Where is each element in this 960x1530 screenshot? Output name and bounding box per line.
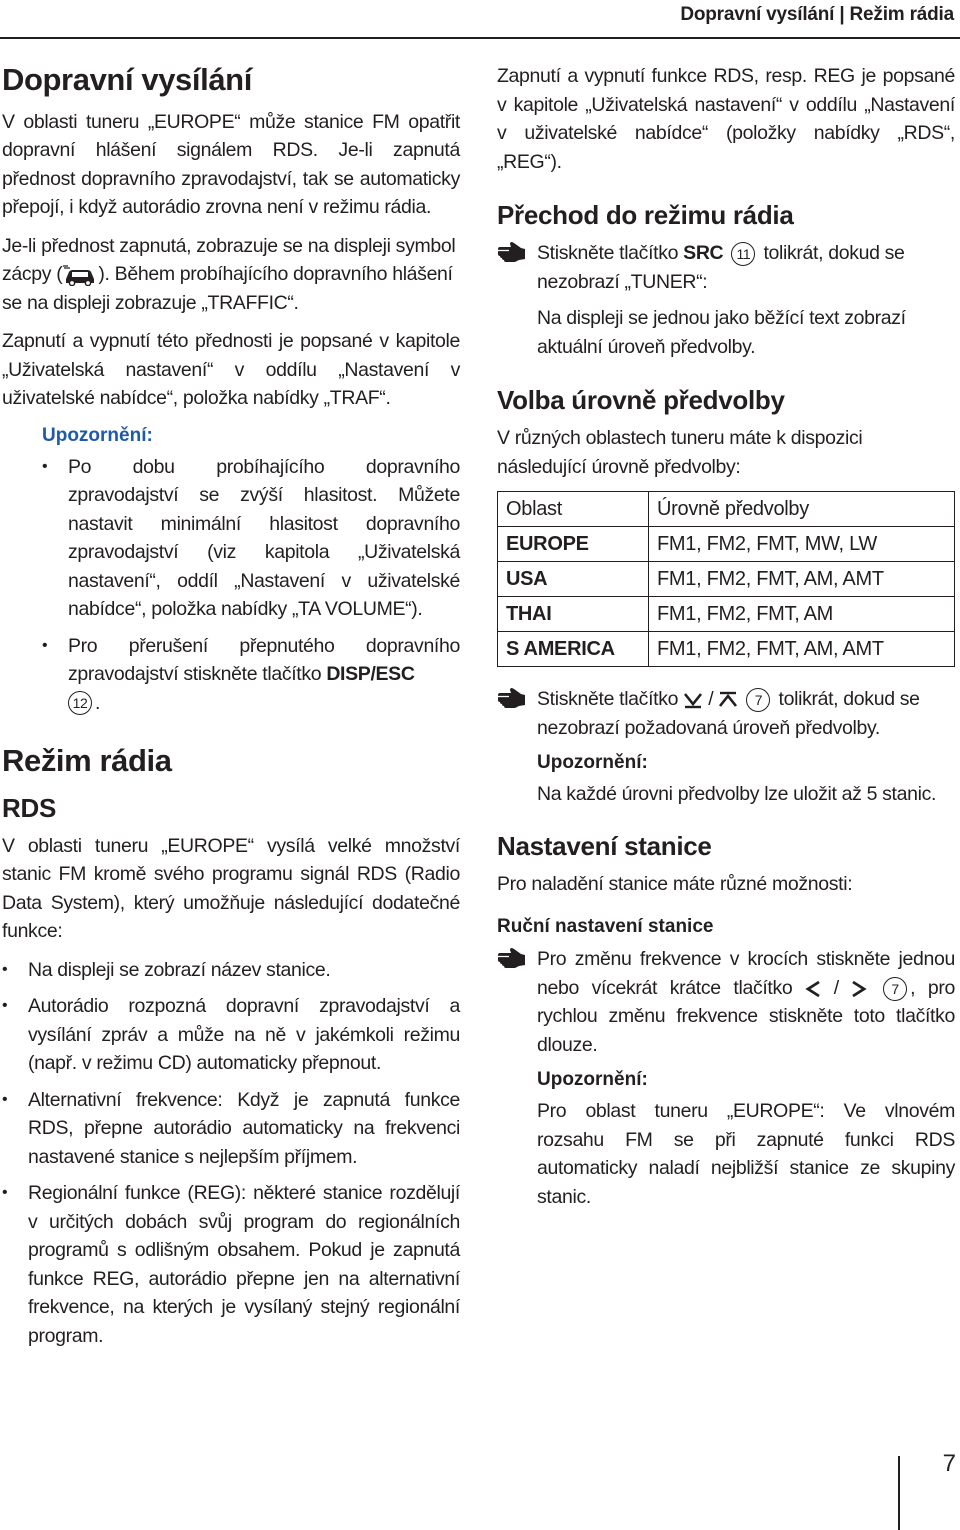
tuning-note-text: Pro oblast tuneru „EUROPE“: Ve vlnovém rozsahu FM se při zapnuté funkci RDS automaticky naladí nejbližší stanice ze skupiny stanic. [537,1100,955,1208]
rds-feature-item: • Na displeji se zobrazí název stanice. [2,956,460,985]
footer-rule [898,1456,900,1530]
pointing-hand-icon [497,241,527,263]
page-header: Dopravní vysílání | Režim rádia [680,4,954,25]
rds-feature-item: • Autorádio rozpozná dopravní zpravodajství a vysílání zpráv a může na ně v jakémkoli režimu (např. v režimu CD) automaticky přepnout. [2,992,460,1078]
table-cell-levels: FM1, FM2, FMT, MW, LW [649,527,955,562]
traffic-heading: Dopravní vysílání [2,62,252,97]
rds-heading: RDS [2,792,56,823]
table-row [498,527,955,562]
rds-feature-item: • Regionální funkce (REG): některé stanice rozdělují v určitých dobách svůj program do regionálních programů s odlišným obsahem. Pokud je zapnutá funkce REG, autorádio přepne jen na alternativní frekvence, na kterých je vysílaný stejný regionální program. [2,1179,460,1350]
up-arrow-icon [718,691,738,709]
tuning-step-sep: / [821,976,852,999]
header-rule [0,37,960,39]
pointing-hand-icon [497,687,527,709]
switch-result: Na displeji se jednou jako běžící text zobrazí aktuální úroveň předvolby. [537,307,906,358]
presets-table-header [498,492,955,527]
rds-config-paragraph: Zapnutí a vypnutí funkce RDS, resp. REG je popsané v kapitole „Uživatelská nastavení“ v oddílu „Nastavení v uživatelské nabídce“ (položky nabídky „RDS“, „REG“). [497,65,955,173]
traffic-note-item-1: • Po dobu probíhajícího dopravního zpravodajství se zvýší hlasitost. Můžete nastavit minimální hlasitost dopravního zpravodajství (viz kapitola „Uživatelská nastavení“, oddíl „Nastavení v uživatelské nabídce“, položka nabídky „TA VOLUME“). [42,453,460,624]
presets-note-text: Na každé úrovni předvolby lze uložit až 5 stanic. [537,783,937,806]
tuning-heading: Nastavení stanice [497,830,712,861]
table-row [498,597,955,632]
presets-col-area: Oblast [498,492,649,527]
radio-heading: Režim rádia [2,743,172,779]
tuning-step [497,945,955,1059]
presets-table [497,491,955,667]
left-chevron-icon [805,980,821,998]
traffic-note-item-2-end: . [95,691,101,714]
traffic-jam-car-icon [62,264,98,286]
traffic-paragraph-2 [2,232,460,318]
tuning-note-heading: Upozornění: [537,1069,648,1091]
switch-step [497,239,955,296]
right-chevron-icon [851,980,867,998]
pointing-hand-icon [497,947,527,969]
disp-esc-key: DISP/ESC [326,663,415,686]
down-arrow-icon [683,691,703,709]
traffic-paragraph-3: Zapnutí a vypnutí této přednosti je popsané v kapitole „Uživatelská nastavení“ v oddílu „Nastavení v uživatelské nabídce“, položka nabídky „TRAF“. [2,330,460,410]
traffic-note [2,423,460,718]
table-cell-area: EUROPE [498,527,649,562]
tuning-note [497,1067,955,1211]
presets-step-sep: / [703,688,719,711]
presets-step-text [537,685,955,742]
traffic-note-item-2-text: Pro přerušení přepnutého dopravního zpravodajství stiskněte tlačítko [68,634,460,686]
presets-heading: Volba úrovně předvolby [497,385,785,416]
traffic-paragraph-1: V oblasti tuneru „EUROPE“ může stanice FM opatřit dopravní hlášení signálem RDS. Je-li zapnutá přednost dopravního zpravodajství, tak se automaticky přepojí, i když autorádio zrovna není v režimu rádia. [2,110,460,219]
rds-paragraph: V oblasti tuneru „EUROPE“ vysílá velké množství stanic FM kromě svého programu signál RDS (Radio Data System), který umožňuje následující dodatečné funkce: [2,834,460,943]
src-key: SRC [683,242,724,265]
button-number-11: 11 [731,242,755,266]
presets-step [497,685,955,742]
table-cell-levels: FM1, FM2, FMT, AM, AMT [649,562,955,597]
tuning-step-text [537,945,955,1059]
right-column [497,62,955,1221]
tuning-intro: Pro naladění stanice máte různé možnosti: [497,873,853,896]
traffic-note-list [42,453,460,718]
presets-step-b: tolikrát, dokud se nezobrazí požadovaná úroveň předvolby. [537,688,920,739]
switch-step-text [537,239,955,296]
table-row [498,562,955,597]
tuning-step-a: Pro změnu frekvence v krocích stiskněte jednou nebo vícekrát krátce tlačítko [537,948,955,999]
table-cell-levels: FM1, FM2, FMT, AM, AMT [649,632,955,667]
switch-step-b: tolikrát, dokud se nezobrazí „TUNER“: [537,242,905,293]
table-cell-area: USA [498,562,649,597]
button-number-12: 12 [68,691,92,715]
rds-feature-item: • Alternativní frekvence: Když je zapnutá funkce RDS, přepne autorádio automaticky na frekvenci nastavené stanice s nejlepším příjmem. [2,1086,460,1172]
presets-intro: V různých oblastech tuneru máte k dispozici následující úrovně předvolby: [497,427,863,478]
table-row [498,632,955,667]
button-number-7: 7 [746,688,770,712]
table-cell-levels: FM1, FM2, FMT, AM [649,597,955,632]
traffic-p2-end: ). Během probíhajícího dopravního hlášení se na displeji zobrazuje „TRAFFIC“. [2,263,453,314]
tuning-step-b: , pro rychlou změnu frekvence stiskněte toto tlačítko dlouze. [537,976,955,1056]
traffic-note-item-2 [42,632,460,718]
traffic-note-heading: Upozornění: [42,424,153,446]
presets-note [497,750,955,809]
rds-feature-list [2,956,460,1351]
manual-tuning-heading: Ruční nastavení stanice [497,915,714,937]
traffic-p2-start: Je-li přednost zapnutá, zobrazuje se na displeji symbol zácpy ( [2,234,456,286]
presets-col-levels: Úrovně předvolby [649,492,955,527]
presets-step-a: Stiskněte tlačítko [537,688,684,711]
presets-note-heading: Upozornění: [537,752,648,774]
table-cell-area: THAI [498,597,649,632]
switch-step-a: Stiskněte tlačítko [537,242,684,265]
button-number-7: 7 [883,977,907,1001]
left-column [2,62,460,1360]
table-cell-area: S AMERICA [498,632,649,667]
page-number: 7 [942,1450,956,1477]
switch-heading: Přechod do režimu rádia [497,200,794,230]
